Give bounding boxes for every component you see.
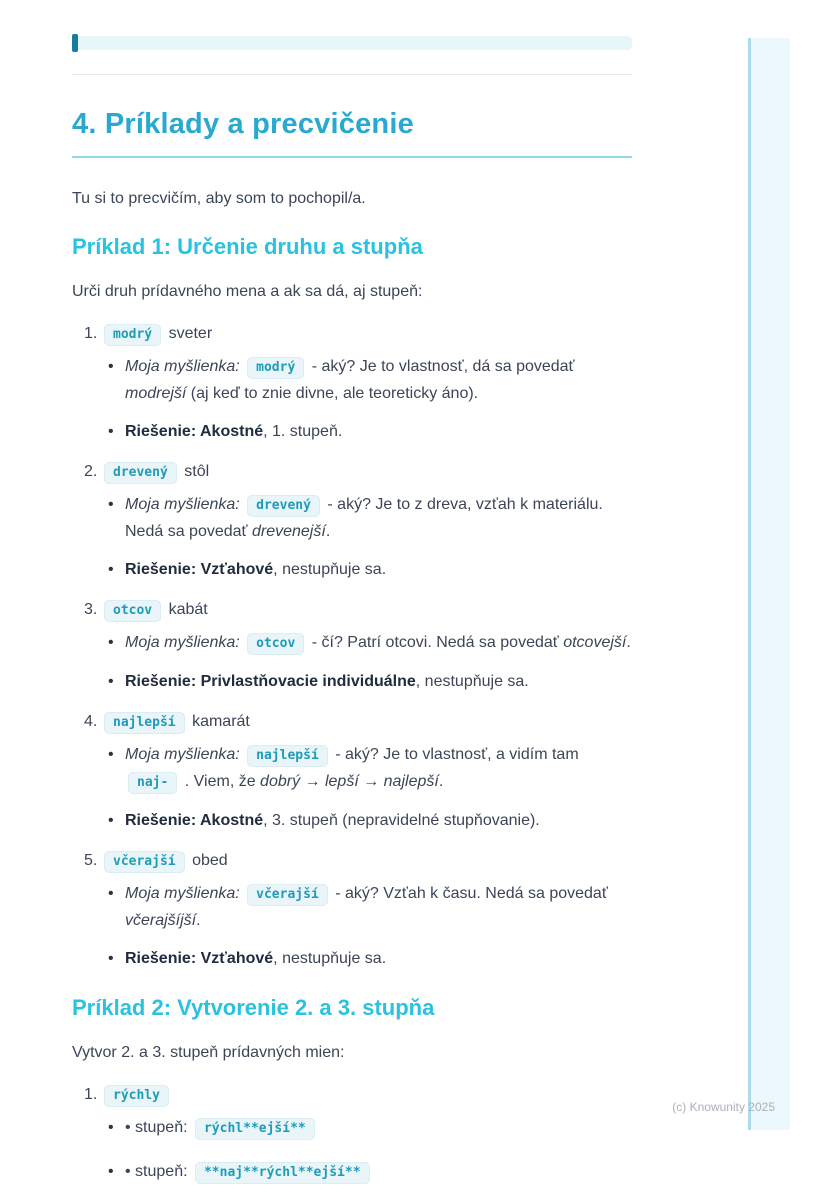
item-number: 3.	[84, 601, 98, 618]
text-run: .	[196, 912, 201, 929]
item-body	[101, 847, 632, 972]
code-chip: najlepší	[104, 712, 185, 734]
text-run: Moja myšlienka:	[125, 885, 245, 902]
text-run: Moja myšlienka:	[125, 634, 245, 651]
code-chip: včerajší	[247, 884, 328, 906]
text-run: obed	[187, 852, 228, 869]
degree-2-text	[125, 1115, 632, 1142]
text-run: Riešenie: Akostné	[125, 423, 264, 440]
text-run: stôl	[179, 463, 210, 480]
text-run: Moja myšlienka:	[125, 496, 245, 513]
item-body	[101, 458, 632, 583]
text-run: včerajšíjší	[125, 912, 197, 929]
item-term	[101, 708, 632, 736]
text-run: , nestupňuje sa.	[273, 561, 387, 578]
thought-bullet	[101, 881, 632, 934]
item-bullets	[101, 630, 632, 695]
code-chip: rýchl**ejší**	[195, 1118, 315, 1140]
text-run: najlepší	[383, 773, 439, 790]
text-run: , 3. stupeň (nepravidelné stupňovanie).	[263, 812, 540, 829]
code-chip: otcov	[104, 600, 161, 622]
text-run: dobrý	[260, 773, 301, 790]
list-item-5	[72, 847, 632, 972]
code-chip: **naj**rýchl**ejší**	[195, 1162, 370, 1184]
code-chip: modrý	[104, 324, 161, 346]
bullet-dot	[101, 881, 125, 934]
item-term	[101, 847, 632, 875]
text-run: otcovejší	[563, 634, 627, 651]
text-run: Riešenie: Akostné	[125, 812, 264, 829]
text-run: .	[626, 634, 631, 651]
solution-bullet	[101, 808, 632, 834]
copyright-watermark: (c) Knowunity 2025	[672, 1100, 775, 1114]
item-body	[101, 1081, 632, 1186]
item-body	[101, 708, 632, 834]
document-content	[72, 36, 632, 1199]
thought-text	[125, 881, 632, 934]
solution-bullet	[101, 557, 632, 583]
solution-bullet	[101, 946, 632, 972]
thought-bullet	[101, 492, 632, 545]
section-1-title: Príklad 1: Určenie druhu a stupňa	[72, 234, 423, 259]
text-run: kamarát	[187, 713, 250, 730]
example-list-1	[72, 320, 632, 972]
solution-bullet	[101, 419, 632, 445]
item-term	[101, 458, 632, 486]
item-number: 5.	[84, 852, 98, 869]
previous-section-remnant-bar	[72, 36, 632, 50]
bullet-dot	[101, 808, 125, 834]
list-item-2	[72, 458, 632, 583]
section-2-title: Príklad 2: Vytvorenie 2. a 3. stupňa	[72, 995, 435, 1020]
solution-text	[125, 557, 632, 583]
thought-text	[125, 630, 632, 657]
text-run: Moja myšlienka:	[125, 358, 245, 375]
code-chip: modrý	[247, 357, 304, 379]
text-run: Moja myšlienka:	[125, 746, 245, 763]
item-bullets	[101, 492, 632, 583]
thought-bullet	[101, 354, 632, 407]
section-divider	[72, 74, 632, 75]
text-run: - aký? Je to vlastnosť, dá sa povedať	[307, 358, 575, 375]
thought-bullet	[101, 630, 632, 657]
code-chip: rýchly	[104, 1085, 169, 1107]
text-run: - aký? Vzťah k času. Nedá sa povedať	[330, 885, 608, 902]
item-body	[101, 320, 632, 445]
text-run: lepší	[324, 773, 359, 790]
item-term	[101, 320, 632, 348]
text-run: - aký? Je to vlastnosť, a vidím tam	[330, 746, 579, 763]
code-chip: včerajší	[104, 851, 185, 873]
thought-bullet	[101, 742, 632, 796]
text-run: . Viem, že	[180, 773, 261, 790]
bullet-dot	[101, 419, 125, 445]
text-run: sveter	[164, 325, 213, 342]
bullet-dot	[101, 630, 125, 657]
text-run: kabát	[164, 601, 208, 618]
solution-bullet	[101, 669, 632, 695]
text-run: .	[438, 773, 444, 790]
solution-text	[125, 419, 632, 445]
text-run: , nestupňuje sa.	[273, 950, 387, 967]
bullet-dot	[101, 557, 125, 583]
section-2-lead: Vytvor 2. a 3. stupeň prídavných mien:	[72, 1044, 345, 1061]
text-run: , 1. stupeň.	[263, 423, 343, 440]
solution-text	[125, 669, 632, 695]
example-list-2	[72, 1081, 632, 1186]
bullet-dot	[101, 354, 125, 407]
bullet-dot	[101, 669, 125, 695]
intro-text: Tu si to precvičím, aby som to pochopil/a.	[72, 190, 366, 207]
code-chip: drevený	[104, 462, 177, 484]
list-item-3	[72, 596, 632, 695]
code-chip: drevený	[247, 495, 320, 517]
text-run: (aj keď to znie divne, ale teoreticky áno).	[186, 385, 479, 402]
item-number: 2.	[84, 463, 98, 480]
text-run: drevenejší	[251, 523, 326, 540]
bullet-dot	[101, 492, 125, 545]
item-term	[101, 596, 632, 624]
thought-text	[125, 742, 632, 796]
degree-3-text	[125, 1159, 632, 1186]
code-chip: otcov	[247, 633, 304, 655]
list-item-1	[72, 1081, 632, 1186]
bullet-dot	[101, 1159, 125, 1186]
solution-text	[125, 808, 632, 834]
page-title: 4. Príklady a precvičenie	[72, 107, 632, 158]
code-chip: naj-	[128, 772, 177, 794]
list-item-1	[72, 320, 632, 445]
text-run: • stupeň:	[125, 1119, 192, 1136]
item-bullets	[101, 742, 632, 834]
item-body	[101, 596, 632, 695]
page-edge-highlight-band	[748, 38, 790, 1130]
text-run: modrejší	[125, 385, 187, 402]
thought-text	[125, 492, 632, 545]
text-run: - čí? Patrí otcovi. Nedá sa povedať	[307, 634, 564, 651]
text-run: →	[300, 773, 325, 790]
text-run: Riešenie: Vzťahové	[125, 561, 274, 578]
text-run: • stupeň:	[125, 1163, 192, 1180]
degree-3-bullet	[101, 1159, 632, 1186]
highlight-marker	[72, 34, 78, 52]
item-number: 1.	[84, 325, 98, 342]
solution-text	[125, 946, 632, 972]
item-bullets	[101, 354, 632, 445]
item-bullets	[101, 1115, 632, 1186]
list-item-4	[72, 708, 632, 834]
item-number: 1.	[84, 1086, 98, 1103]
text-run: , nestupňuje sa.	[415, 673, 529, 690]
degree-2-bullet	[101, 1115, 632, 1142]
thought-text	[125, 354, 632, 407]
text-run: →	[358, 773, 384, 790]
text-run: Riešenie: Privlastňovacie individuálne	[125, 673, 416, 690]
bullet-dot	[101, 946, 125, 972]
item-bullets	[101, 881, 632, 972]
text-run: .	[325, 523, 331, 540]
bullet-dot	[101, 1115, 125, 1142]
text-run: - aký? Je to z dreva, vzťah k materiálu. Nedá sa povedať	[125, 496, 603, 540]
text-run: Riešenie: Vzťahové	[125, 950, 274, 967]
item-number: 4.	[84, 713, 98, 730]
code-chip: najlepší	[247, 745, 328, 767]
section-1-lead: Urči druh prídavného mena a ak sa dá, aj stupeň:	[72, 283, 423, 300]
bullet-dot	[101, 742, 125, 796]
